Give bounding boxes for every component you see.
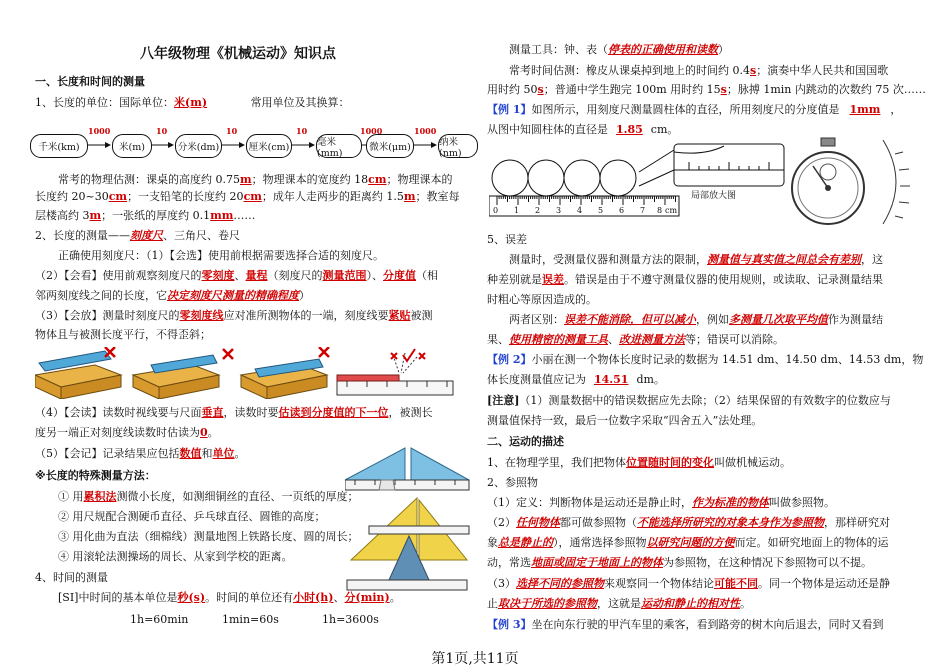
section-heading-2: 二、运动的描述: [487, 435, 564, 448]
special-method-1: ① 用累积法测微小长度，如测细铜丝的直径、一页纸的厚度；: [58, 490, 359, 503]
page-title: 八年级物理《机械运动》知识点: [140, 46, 336, 62]
reference-line-2: （2）任何物体都可做参照物（不能选择所研究的对象本身作为参照物，那样研究对: [487, 516, 890, 529]
factor-label: 1000: [414, 126, 437, 136]
ruler-rule-select: 正确使用刻度尺：（1）【会选】使用前根据需要选择合适的刻度尺。: [58, 249, 384, 262]
note-line-2: 测量值保持一致，最后一位数字采取“四舍五入”法处理。: [487, 414, 763, 427]
example-2-line-1: 【例 2】小丽在测一个物体长度时记录的数据为 14.51 dm、14.50 dm、14.53 dm，物: [487, 353, 924, 366]
time-conversion-3: 1h=3600s: [322, 613, 379, 626]
block-illustration-1: [35, 347, 121, 399]
error-line-1: 测量时，受测量仪器和测量方法的限制，测量值与真实值之间总会有差别，这: [509, 253, 883, 266]
unit-dm: 分米(dm): [175, 134, 222, 158]
unit-cm: 厘米(cm): [246, 134, 292, 158]
length-unit-line: 1、长度的单位：国际单位：米(m) 常用单位及其换算：: [35, 96, 350, 109]
error-line-4: 两者区别：误差不能消除，但可以减小，例如多测量几次取平均值作为测量结: [509, 313, 883, 326]
length-measure-heading: 2、长度的测量——刻度尺、三角尺、卷尺: [35, 229, 240, 242]
error-heading: 5、误差: [487, 233, 527, 246]
reference-line-3: 象总是静止的），通常选择参照物以研究问题的方便而定。如研究地面上的物体的运: [487, 536, 889, 549]
ruler-rule-place-2: 物体且与被测长度平行，不得歪斜；: [35, 328, 211, 341]
time-estimate-1: 常考时间估测：橡皮从课桌掉到地上的时间约 0.4s；演奏中华人民共和国国歌: [509, 64, 889, 77]
estimate-line-3: 层楼高约 3m；一张纸的厚度约 0.1mm……: [35, 209, 256, 222]
example-1-line-2: 从图中知圆柱体的直径是 1.85 cm。: [487, 123, 679, 136]
ruler-rule-look-2: 邻两刻度线之间的长度，它决定刻度尺测量的精确程度）: [35, 289, 310, 302]
error-line-2: 种差别就是误差。错误是由于不遵守测量仪器的使用规则，或读取、记录测量结果: [487, 273, 883, 286]
page-footer: 第1页,共11页: [431, 651, 519, 667]
block-illustration-3: [241, 347, 329, 399]
factor-label: 10: [226, 126, 238, 136]
time-unit-line: [SI]中时间的基本单位是秒(s)。时间的单位还有小时(h)、分(min)。: [58, 591, 401, 604]
ruler-rule-place: （3）【会放】测量时刻度尺的零刻度线应对准所测物体的一端，刻度线要紧贴被测: [35, 309, 433, 322]
reference-heading: 2、参照物: [487, 476, 538, 489]
example-2-line-2: 体长度测量值应记为 14.51 dm。: [487, 373, 665, 386]
reference-line-4: 动，常选地面或固定于地面上的物体为参照物，在这种情况下参照物可以不提。: [487, 556, 872, 569]
time-conversion-2: 1min=60s: [222, 613, 279, 626]
ruler-rule-read: （4）【会读】读数时视线要与尺面垂直，读数时要估读到分度值的下一位，被测长: [35, 406, 433, 419]
example-3-line-1: 【例 3】坐在向东行驶的甲汽车里的乘客，看到路旁的树木向后退去，同时又看到: [487, 618, 884, 631]
unit-nm: 纳米(nm): [438, 134, 478, 158]
factor-label: 10: [156, 126, 168, 136]
motion-line-1: 1、在物理学里，我们把物体位置随时间的变化叫做机械运动。: [487, 456, 791, 469]
time-tools-line: 测量工具：钟、表（停表的正确使用和读数）: [509, 43, 729, 56]
unit-um: 微米(μm): [366, 134, 414, 158]
unit-km: 千米(km): [30, 134, 88, 158]
special-method-4: ④ 用滚轮法测操场的周长、从家到学校的距离。: [58, 550, 293, 563]
example-1-line-1: 【例 1】如图所示，用刻度尺测量圆柱体的直径，所用刻度尺的分度值是 1mm ，: [487, 103, 902, 116]
estimate-line-2: 长度约 20~30cm；一支铅笔的长度约 20cm；成年人走两步的距离约 1.5m；教室每: [35, 190, 460, 203]
reference-line-6: 止取决于所选的参照物，这就是运动和静止的相对性。: [487, 597, 751, 610]
estimate-line-1: 常考的物理估测：课桌的高度约 0.75m；物理课本的宽度约 18cm；物理课本的: [58, 173, 453, 186]
ruler-rule-read-2: 度另一端正对刻度线读数时估读为0。: [35, 426, 219, 439]
block-illustration-2: [133, 349, 233, 399]
ruler-rule-record: （5）【会记】记录结果应包括数值和单位。: [35, 447, 246, 460]
reference-definition: （1）定义：判断物体是运动还是静止时，作为标准的物体叫做参照物。: [487, 496, 835, 509]
unit-m: 米(m): [112, 134, 152, 158]
ruler-tick-labels: 0 1 2 3 4 5 6 7 8 cm: [493, 206, 678, 215]
error-line-5: 果、使用精密的测量工具、改进测量方法等；错误可以消除。: [487, 333, 784, 346]
ruler-rule-look: （2）【会看】使用前观察刻度尺的零刻度、量程（刻度尺的测量范围）、分度值（相: [35, 269, 438, 282]
zoom-label: 局部放大图: [691, 191, 737, 201]
time-estimate-2: 用时约 50s；普通中学生跑完 100m 用时约 15s；脉搏 1min 内跳动的次数约 75 次……: [487, 83, 926, 96]
special-method-2: ② 用尺规配合测硬币直径、乒乓球直径、圆锥的高度；: [58, 510, 326, 523]
ruler-placement-illustrations: [35, 347, 475, 399]
stopwatch-illustration: [783, 136, 925, 226]
factor-label: 10: [296, 126, 308, 136]
error-line-3: 时粗心等原因造成的。: [487, 293, 597, 306]
triangle-ruler-illustration: [345, 440, 473, 600]
note-line-1: [注意]（1）测量数据中的错误数据应先去除；（2）结果保留的有效数字的位数应与: [487, 394, 891, 407]
factor-label: 1000: [88, 126, 111, 136]
unit-mm: 毫米(mm): [316, 134, 362, 158]
unit-conversion-chain: [30, 126, 475, 166]
reference-line-5: （3）选择不同的参照物来观察同一个物体结论可能不同。同一个物体是运动还是静: [487, 577, 890, 590]
factor-label: 1000: [360, 126, 383, 136]
time-conversion-1: 1h=60min: [130, 613, 189, 626]
time-measure-heading: 4、时间的测量: [35, 571, 108, 584]
section-heading-1: 一、长度和时间的测量: [35, 75, 145, 88]
special-methods-heading: ※长度的特殊测量方法：: [35, 469, 156, 482]
ruler-reading-illustration: [337, 349, 453, 395]
special-method-3: ③ 用化曲为直法（细棉线）测量地图上铁路长度、圆的周长；: [58, 530, 359, 543]
